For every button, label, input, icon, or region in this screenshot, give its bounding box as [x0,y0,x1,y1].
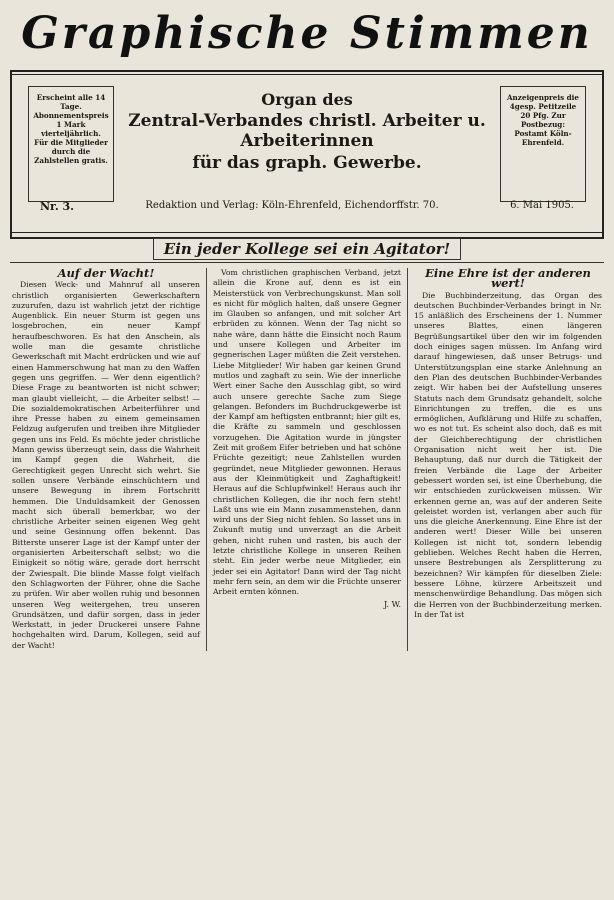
motto-text: Ein jeder Kollege sei ein Agitator! [153,238,461,260]
column-separator [206,268,207,651]
column-3 [414,268,602,651]
organ-line-1: Organ des [261,90,353,109]
article-3-title: Eine Ehre ist der anderen wert! [425,266,591,291]
divider-rule [10,262,604,263]
advertising-box: Anzeigenpreis die 4gesp. Petitzeile 20 Pfg. Zur Postbezug: Postamt Köln-Ehrenfeld. [500,86,586,202]
column-separator [407,268,408,651]
organ-line-2: Zentral-Verbandes christl. Arbeiter u. Arbeiterinnen [128,111,486,151]
motto-banner [0,240,614,258]
issue-date: 6. Mai 1905. [510,200,574,211]
issue-number: Nr. 3. [40,200,74,213]
subscription-box: Erscheint alle 14 Tage. Abonnementspreis 1 Mark vierteljährlich. Für die Mitglieder durch die Zahlstellen gratis. [28,86,114,202]
article-2-body: Vom christlichen graphischen Verband, jetzt allein die Krone auf, denn es ist ein Meisterstück von Verbrechungskunst. Man soll es nicht für möglich halten, daß unsere Gegner im Glauben so anfangen, und mit solcher Art erbrüden zu können. Wenn der Tag nicht so nahe wäre, dann hätte die Einsicht noch Raum und unsere Kollegen und Arbeiter im gegnerischen Lager müßten die Zeit verstehen. Liebe Mitglieder! Wir haben gar keinen Grund mutlos und zaghaft zu sein. Wie der innerliche Wert einer Sache den Ausschlag gibt, so wird auch unsere gerechte Sache zum Siege gelangen. Befonders im Buchdruckgewerbe ist der Kampf am heftigsten entbrannt; hier gilt es, die Kräfte zu sammeln und geschlossen vorzugehen. Die Agitation wurde in jüngster Zeit mit großem Eifer betrieben und hat schöne Früchte gezeitigt; neue Zahlstellen wurden gegründet, neue Mitglieder gewonnen. Heraus aus der Kleinmütigkeit und Zaghaftigkeit! Heraus auf die Schlupfwinkel! Heraus auch ihr christlichen Kollegen, die ihr noch fern steht! Laßt uns wie ein Mann zusammenstehen, dann wird uns der Sieg nicht fehlen. So lasset uns in Zukunft mutig und unverzagt an die Arbeit gehen, nicht ruhen und rasten, bis auch der letzte christliche Kollege in unseren Reihen steht. Ein jeder werbe neue Mitglieder, ein jeder sei ein Agitator! Dann wird der Tag nicht mehr fern sein, an dem wir die Früchte unserer Arbeit ernten können. [213,268,401,597]
article-1-body: Diesen Weck- und Mahnruf all unseren christlich organisierten Gewerkschaftern zuzurufen, dazu ist wahrlich jetzt der richtige Augenblick. Ein neuer Sturm ist gegen uns losgebrochen, ein neuer Kampf heraufbeschworen. Es hat den Anschein, als wolle man die gesamte christliche Gewerkschaft mit Macht erdrücken und wie auf einen Hammerschwung hat man zu den Waffen gegen uns gegriffen. — Wer denn eigentlich? Diese Frage zu beantworten ist nicht schwer; man glaubt vielleicht, — die Arbeiter selbst! — Die sozialdemokratischen Arbeiterführer und ihre Presse haben zu einem gemeinsamen Feldzug aufgerufen und treiben ihre Mitglieder gegen uns ins Feld. Es möchte jeder christliche Mann gewiss überzeugt sein, dass die Wahrheit im Kampf gegen die Wahrheit, die Gerechtigkeit gegen Unrecht sich wehrt. Sie sollen unsere Verbände einschüchtern und unsere Bewegung in ihrem Fortschritt hemmen. Die Unduldsamkeit der Genossen macht sich überall bemerkbar, wo der christliche Arbeiter seinen eigenen Weg geht und seine Gesinnung offen bekennt. Das Bitterste unserer Lage ist der Kampf unter der organisierten Arbeiterschaft selbst; wo die Einigkeit so nötig wäre, gerade dort herrscht der Zwiespalt. Die blinde Masse folgt vielfach den Schlagworten der Führer, ohne die Sache zu prüfen. Wir aber wollen ruhig und besonnen unseren Weg weitergehen, treu unseren Grundsätzen, und dafür sorgen, dass in jeder Werkstatt, in jeder Druckerei unsere Fahne hochgehalten wird. Darum, Kollegen, seid auf der Wacht! [12,280,200,650]
editorial-address: Redaktion und Verlag: Köln-Ehrenfeld, Eichendorffstr. 70. [145,200,439,211]
article-2-signature: J. W. [383,599,401,609]
column-2 [213,268,401,651]
article-1-title: Auf der Wacht! [57,266,155,280]
organ-subtitle [120,90,494,173]
article-columns [12,268,602,651]
column-1 [12,268,200,651]
organ-line-3: für das graph. Gewerbe. [192,153,422,173]
article-3-body: Die Buchbinderzeitung, das Organ des deutschen Buchbinder-Verbandes bringt in Nr. 15 anläßlich des Erscheinens der 1. Nummer unseres Blattes, einen längeren Begrüßungsartikel über den wir im folgenden doch einiges sagen müssen. Im Anfang wird darauf hingewiesen, daß unser Betrugs- und Unterstützungsplan eine starke Anlehnung an den Plan des deutschen Buchbinder-Verbandes zeigt. Wir haben bei der Aufstellung unseres Statuts nach dem Grundsatz gehandelt, solche Einrichtungen zu treffen, die es uns ermöglichen, Aufklärung und Hilfe zu schaffen, wo es not tut. Es scheint also doch, daß es mit der Gleichberechtigung der christlichen Organisation nicht weit her ist. Die Behauptung, daß nur durch die Tätigkeit der freien Verbände die Lage der Arbeiter gebessert worden sei, ist eine Überhebung, die wir entschieden zurückweisen müssen. Wir erkennen gerne an, was auf der anderen Seite geleistet worden ist, verlangen aber auch für uns die gleiche Anerkennung. Eine Ehre ist der anderen wert! Dieser Wille bei unseren Kollegen ist nicht tot, sondern lebendig geblieben. Welches Recht haben die Herren, unsere Bestrebungen als Zersplitterung zu bezeichnen? Wir kämpfen für dieselben Ziele: bessere Löhne, kürzere Arbeitszeit und menschenwürdige Behandlung. Das mögen sich die Herren von der Buchbinderzeitung merken. In der Tat ist [414,290,602,619]
issue-info-bar [40,200,574,213]
masthead-title: Graphische Stimmen [21,8,593,59]
